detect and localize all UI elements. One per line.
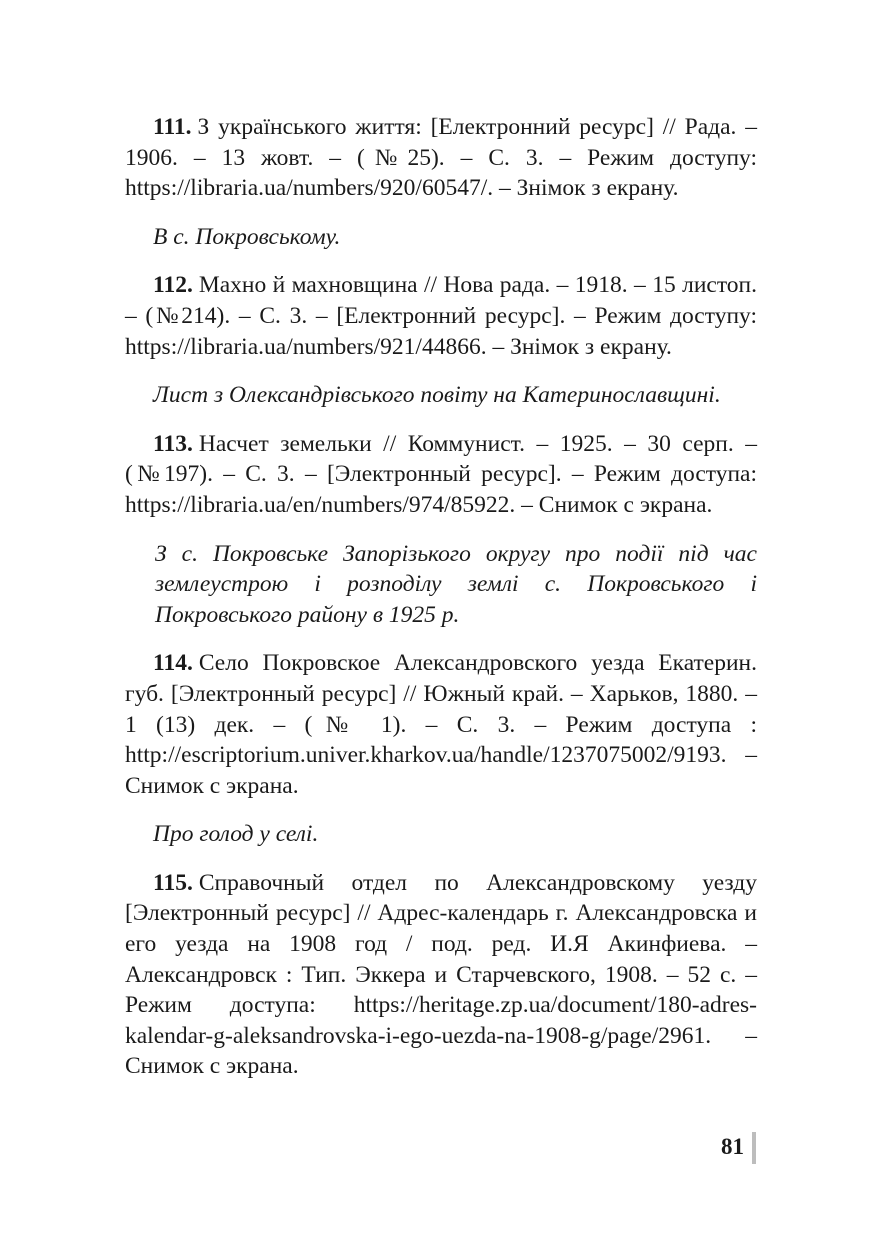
entry-text: Справочный отдел по Александровскому уезду [Электронный ресурс] // Адрес-календарь г. Александровска и его уезда на 1908 год / под. ред. И.Я Акинфиева. – Александровск : Тип. Эккера и Старчевского, 1908. – 52 с. – Режим доступа: https://heritage.zp.ua/document/180-adres-kalendar-g-aleksandrovska-i-ego-uezda-na-1908-g/page/2961. – Снимок с экрана. (125, 869, 757, 1080)
bibliography-entry-112 (125, 270, 757, 362)
entry-annotation-114: Про голод у селі. (153, 821, 319, 848)
entry-number: 115. (153, 869, 193, 896)
bibliography-entry-115 (125, 868, 757, 1082)
page-number: 81 (721, 1134, 744, 1159)
entry-text: Махно й махновщина // Нова рада. – 1918. – 15 листоп. – (№214). – С. 3. – [Електронний ресурс]. – Режим доступу: https://libraria.ua/numbers/921/44866. – Знімок з екрану. (125, 272, 757, 360)
entry-text: Село Покровское Александровского уезда Екатерин. губ. [Электронный ресурс] // Южный край. – Харьков, 1880. – 1 (13) дек. – (№ 1). – С. 3. – Режим доступа : http://escriptorium.univer.kharkov.ua/handle/1237075002/9193. – Снимок с экрана. (125, 650, 757, 799)
bibliography-entry-114 (125, 648, 757, 801)
entry-number: 114. (153, 650, 193, 677)
entry-number: 113. (153, 430, 193, 457)
bibliography-entry-111 (125, 112, 757, 204)
page-number-rule (752, 1132, 756, 1164)
entry-text: З українського життя: [Електронний ресурс] // Рада. – 1906. – 13 жовт. – (№25). – С. 3. – Режим доступу: https://libraria.ua/numbers/920/60547/. – Знімок з екрану. (125, 114, 757, 202)
bibliography-entry-113 (125, 429, 757, 521)
entry-text: Насчет земельки // Коммунист. – 1925. – 30 серп. – (№197). – С. 3. – [Электронный ресурс]. – Режим доступа: https://libraria.ua/en/numbers/974/85922. – Снимок с экрана. (125, 430, 757, 518)
entry-number: 111. (153, 114, 192, 140)
entry-annotation-112: Лист з Олександрівського повіту на Катеринославщині. (153, 382, 721, 409)
entry-annotation-111: В с. Покровському. (153, 223, 341, 250)
entry-annotation-113: З с. Покровське Запорізького округу про події під час землеустрою і розподілу землі с. Покровського і Покровського району в 1925 р. (155, 540, 757, 628)
page-body (125, 112, 757, 1100)
entry-number: 112. (153, 272, 193, 299)
